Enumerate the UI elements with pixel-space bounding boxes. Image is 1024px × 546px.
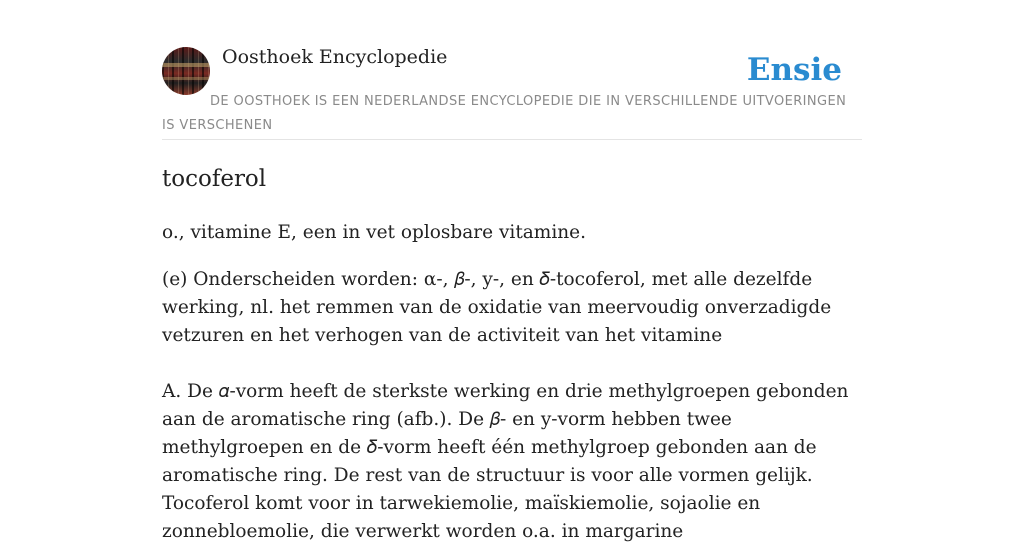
article-body: (e) Onderscheiden worden: α-, 𝛽-, y-, en 𝛿-tocoferol, met alle dezelfde werking, nl. het remmen van de oxidatie van meervoudig onverzadigde vetzuren en het verhogen van de activiteit van het vitamine A. De 𝛼-vorm heeft de sterkste werking en drie methylgroepen gebonden aan de aromatische ring (afb.). De 𝛽- en y-vorm hebben twee methylgroepen en de 𝛿-vorm heeft één methylgroep gebonden aan de aromatische ring. De rest van de structuur is voor alle vormen gelijk. Tocoferol komt voor in tarwekiemolie, maïskiemolie, sojaolie en zonnebloemolie, die verwerkt worden o.a. in margarine bbox=[162, 269, 849, 542]
site-avatar[interactable] bbox=[162, 47, 210, 95]
article bbox=[162, 162, 862, 546]
books-image bbox=[162, 47, 210, 95]
page bbox=[162, 0, 862, 546]
site-header bbox=[162, 0, 862, 140]
site-name-link[interactable]: Oosthoek Encyclopedie bbox=[222, 46, 448, 68]
article-title: tocoferol bbox=[162, 166, 267, 192]
article-definition: o., vitamine E, een in vet oplosbare vitamine. bbox=[162, 222, 586, 243]
avatar-band-2 bbox=[162, 77, 210, 80]
site-tagline: DE OOSTHOEK IS EEN NEDERLANDSE ENCYCLOPEDIE DIE IN VERSCHILLENDE UITVOERINGEN IS VERSCHENEN bbox=[162, 94, 847, 133]
avatar-band bbox=[162, 63, 210, 67]
brand-logo[interactable]: Ensie bbox=[746, 52, 842, 88]
